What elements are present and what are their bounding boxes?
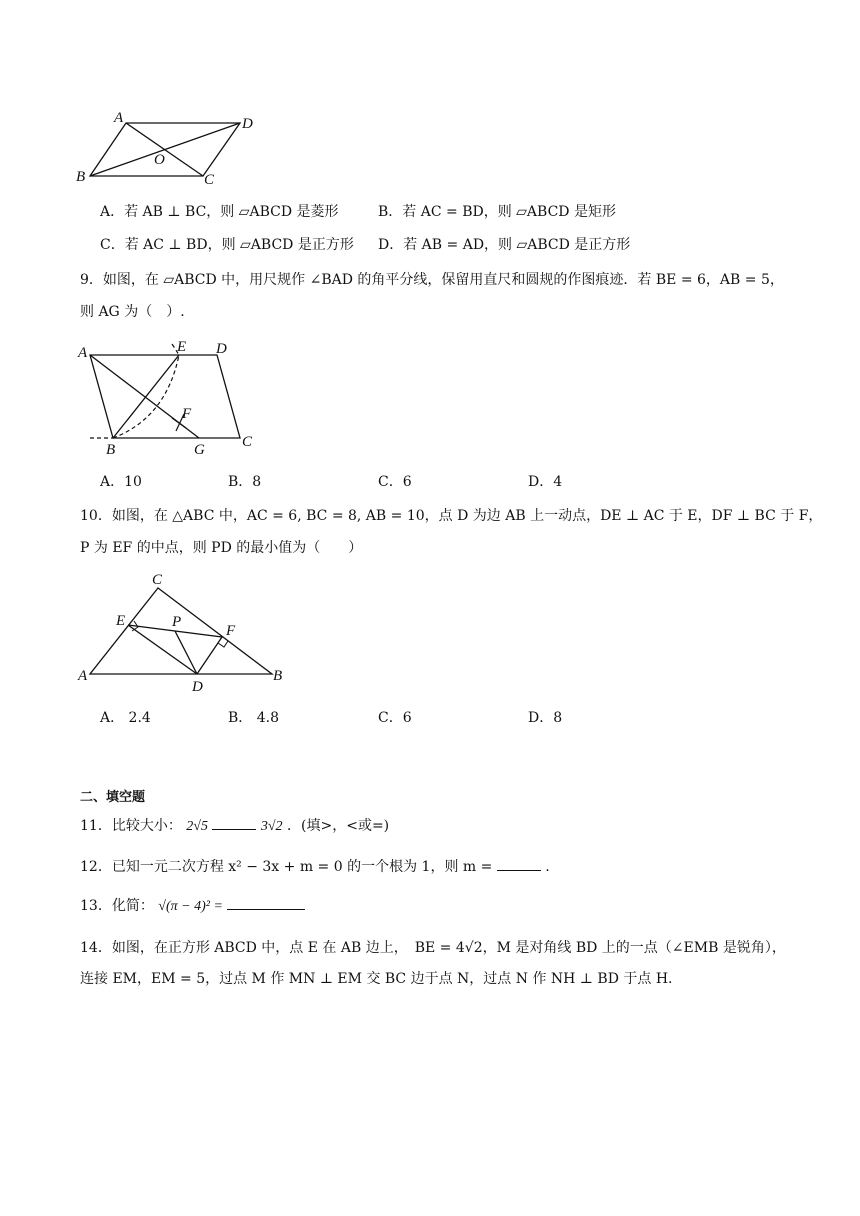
q11-left-expr: 2√5: [186, 819, 208, 834]
q8-option-a: A．若 AB ⊥ BC，则 ▱ABCD 是菱形: [100, 204, 339, 220]
q8-option-c: C．若 AC ⊥ BD，则 ▱ABCD 是正方形: [100, 237, 354, 253]
q10-stem-line1: 10．如图，在 △ABC 中，AC = 6, BC = 8, AB = 10，点 D 为边 AB 上一动点，DE ⊥ AC 于 E，DF ⊥ BC 于 F，: [80, 508, 823, 524]
label-C: C: [242, 434, 253, 450]
figure-triangle-q10: [76, 568, 296, 698]
q8-option-d: D．若 AB = AD，则 ▱ABCD 是正方形: [378, 237, 631, 253]
q13-stem: [80, 895, 800, 917]
q13-expression: √(π − 4)² =: [158, 899, 223, 914]
q11-prefix: 11．比较大小：: [80, 818, 182, 834]
q11-answer-blank[interactable]: [212, 815, 256, 830]
q11-stem: [80, 815, 800, 837]
label-D: D: [192, 679, 203, 695]
q9-stem-line2: 则 AG 为（ ）.: [80, 304, 185, 320]
label-A: A: [78, 668, 88, 684]
label-B: B: [76, 169, 86, 185]
label-F: F: [226, 623, 236, 639]
q13-prefix: 13．化简：: [80, 898, 154, 914]
q12-suffix: .: [545, 859, 550, 875]
label-B: B: [273, 668, 283, 684]
label-D: D: [216, 341, 227, 357]
label-E: E: [177, 339, 187, 355]
q10-option-b: B． 4.8: [228, 710, 280, 726]
label-C: C: [204, 172, 215, 188]
label-P: P: [172, 614, 182, 630]
figure-parallelogram-q8: [70, 110, 270, 190]
q9-option-c: C．6: [378, 474, 412, 490]
q11-suffix: ．(填>，<或=): [287, 818, 390, 834]
q13-answer-blank[interactable]: [227, 895, 305, 910]
label-C: C: [152, 572, 163, 588]
q9-option-d: D．4: [528, 474, 563, 490]
section-title-fill-in: 二、填空题: [80, 790, 146, 805]
label-A: A: [114, 110, 124, 126]
q9-stem-line1: 9．如图，在 ▱ABCD 中，用尺规作 ∠BAD 的角平分线，保留用直尺和圆规的作图痕迹．若 BE = 6，AB = 5，: [80, 272, 784, 288]
q14-stem-line1: 14．如图，在正方形 ABCD 中，点 E 在 AB 边上， BE = 4√2，M 是对角线 BD 上的一点（∠EMB 是锐角），: [80, 940, 786, 956]
q14-stem-line2: 连接 EM，EM = 5，过点 M 作 MN ⊥ EM 交 BC 边于点 N，过点 N 作 NH ⊥ BD 于点 H.: [80, 971, 673, 987]
q12-prefix: 12．已知一元二次方程 x² − 3x + m = 0 的一个根为 1，则 m =: [80, 859, 493, 875]
q10-option-c: C．6: [378, 710, 412, 726]
label-O: O: [154, 152, 165, 168]
q12-answer-blank[interactable]: [497, 856, 541, 871]
label-D: D: [242, 116, 253, 132]
q9-option-b: B．8: [228, 474, 262, 490]
q12-stem: [80, 856, 800, 877]
label-B: B: [106, 442, 116, 458]
label-G: G: [194, 442, 205, 458]
q10-stem-line2: P 为 EF 的中点，则 PD 的最小值为（ ）: [80, 540, 363, 556]
q9-option-a: A．10: [100, 474, 142, 490]
q10-option-d: D．8: [528, 710, 563, 726]
label-A: A: [78, 345, 88, 361]
q10-option-a: A． 2.4: [100, 710, 151, 726]
figure-parallelogram-q9: [76, 338, 276, 458]
q11-right-expr: 3√2: [260, 819, 283, 834]
label-F: F: [182, 406, 192, 422]
label-E: E: [116, 613, 126, 629]
q8-option-b: B．若 AC = BD，则 ▱ABCD 是矩形: [378, 204, 616, 220]
